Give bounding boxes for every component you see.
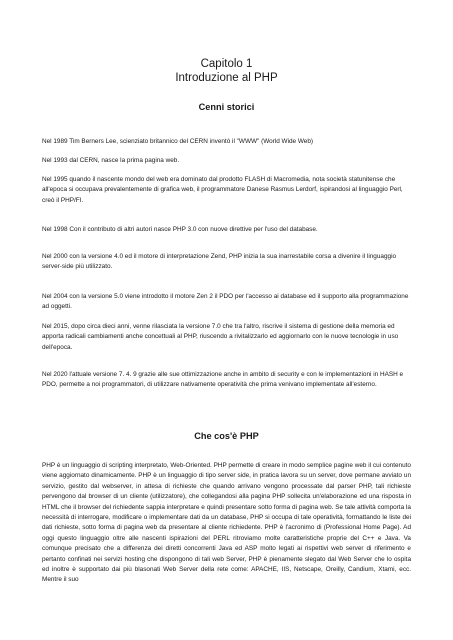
history-paragraph: Nel 1995 quando il nascente mondo del web era dominato dal prodotto FLASH di Macromedia, nota società statunitense che all'epoca si occupava prevalentemente di grafica web, il programmatore Danese Rasmus Lerdorf, ispirandosi al linguaggio Perl, creò il PHP/FI. — [42, 176, 403, 204]
history-paragraph: Nel 2000 con la versione 4.0 ed il motore di interpretazione Zend, PHP inizia la sua inarrestabile corsa a divenire il linguaggio server-side più utilizzato. — [42, 253, 397, 271]
history-paragraph: Nel 1993 dal CERN, nasce la prima pagina web. — [42, 157, 180, 164]
history-paragraph: Nel 2015, dopo circa dieci anni, venne rilasciata la versione 7.0 che tra l'altro, riscrive il sistema di gestione della memoria ed apporta radicali cambiamenti anche concettuali al PHP, riuscendo a rivitalizzarlo ed aggiornarlo con le nuove tecnologie in uso dell'epoca. — [42, 323, 399, 351]
history-paragraph: Nel 1989 Tim Berners Lee, scienziato britannico del CERN inventò il "WWW" (World Wide Web) — [42, 138, 314, 145]
chapter-title: Introduzione al PHP — [175, 72, 278, 84]
history-paragraph: Nel 1998 Con il contributo di altri autori nasce PHP 3.0 con nuove direttive per l'uso del database. — [42, 226, 318, 233]
what-is-php-paragraph: PHP è un linguaggio di scripting interpretato, Web-Oriented. PHP permette di creare in modo semplice pagine web il cui contenuto viene aggiornato dinamicamente. PHP è un linguaggio di tipo server side, in pratica lavora su un server, dove permane avviato un servizio, gestito dal webserver, in attesa di richieste che quando arrivano vengono processate dal parser PHP, tali richieste pervengono dal browser di un cliente (utilizzatore), che collegandosi alla pagina PHP sollecita un'elaborazione ed una risposta in HTML che il browser del richiedente sappia interpretare e quindi presentare sotto forma di pagina web. Se tale attività comporta la necessità di interrogare, modificare o implementare dati da un database, PHP si occupa di tale operatività, formattando le liste dei dati richieste, sotto forma di pagina web da presentare al cliente richiedente. PHP è l'acronimo di (Professional Home Page). Ad oggi questo linguaggio oltre alle nascenti ispirazioni del PERL ritroviamo molte caratteristiche proprie del C++ e Java. Va comunque precisato che a differenza dei diretti concorrenti Java ed ASP molto legati ai rispettivi web server di riferimento e pertanto confinati nei servizi hosting che dispongono di tali web Server, PHP è pienamente slegato dal Web Server che lo ospita ed inoltre è supportato dai più blasonati Web Server della rete come: APACHE, IIS, Netscape, Oreilly, Candium, Xtami, ecc. Mentre il suo — [42, 462, 411, 584]
chapter-number: Capitolo 1 — [200, 58, 253, 70]
section-heading-history: Cenni storici — [198, 102, 255, 112]
history-paragraph: Nel 2020 l'attuale versione 7. 4. 9 grazie alle sue ottimizzazione anche in ambito di security e con le implementazioni in HASH e PDO, permette a noi programmatori, di utilizzare nativamente operatività che prima venivano implementate all'esterno. — [42, 371, 404, 389]
history-paragraph: Nel 2004 con la versione 5.0 viene introdotto il motore Zen 2 il PDO per l'accesso ai database ed il supporto alla programmazione ad oggetti. — [42, 293, 409, 311]
section-heading-what-is-php: Che cos'è PHP — [194, 431, 259, 441]
